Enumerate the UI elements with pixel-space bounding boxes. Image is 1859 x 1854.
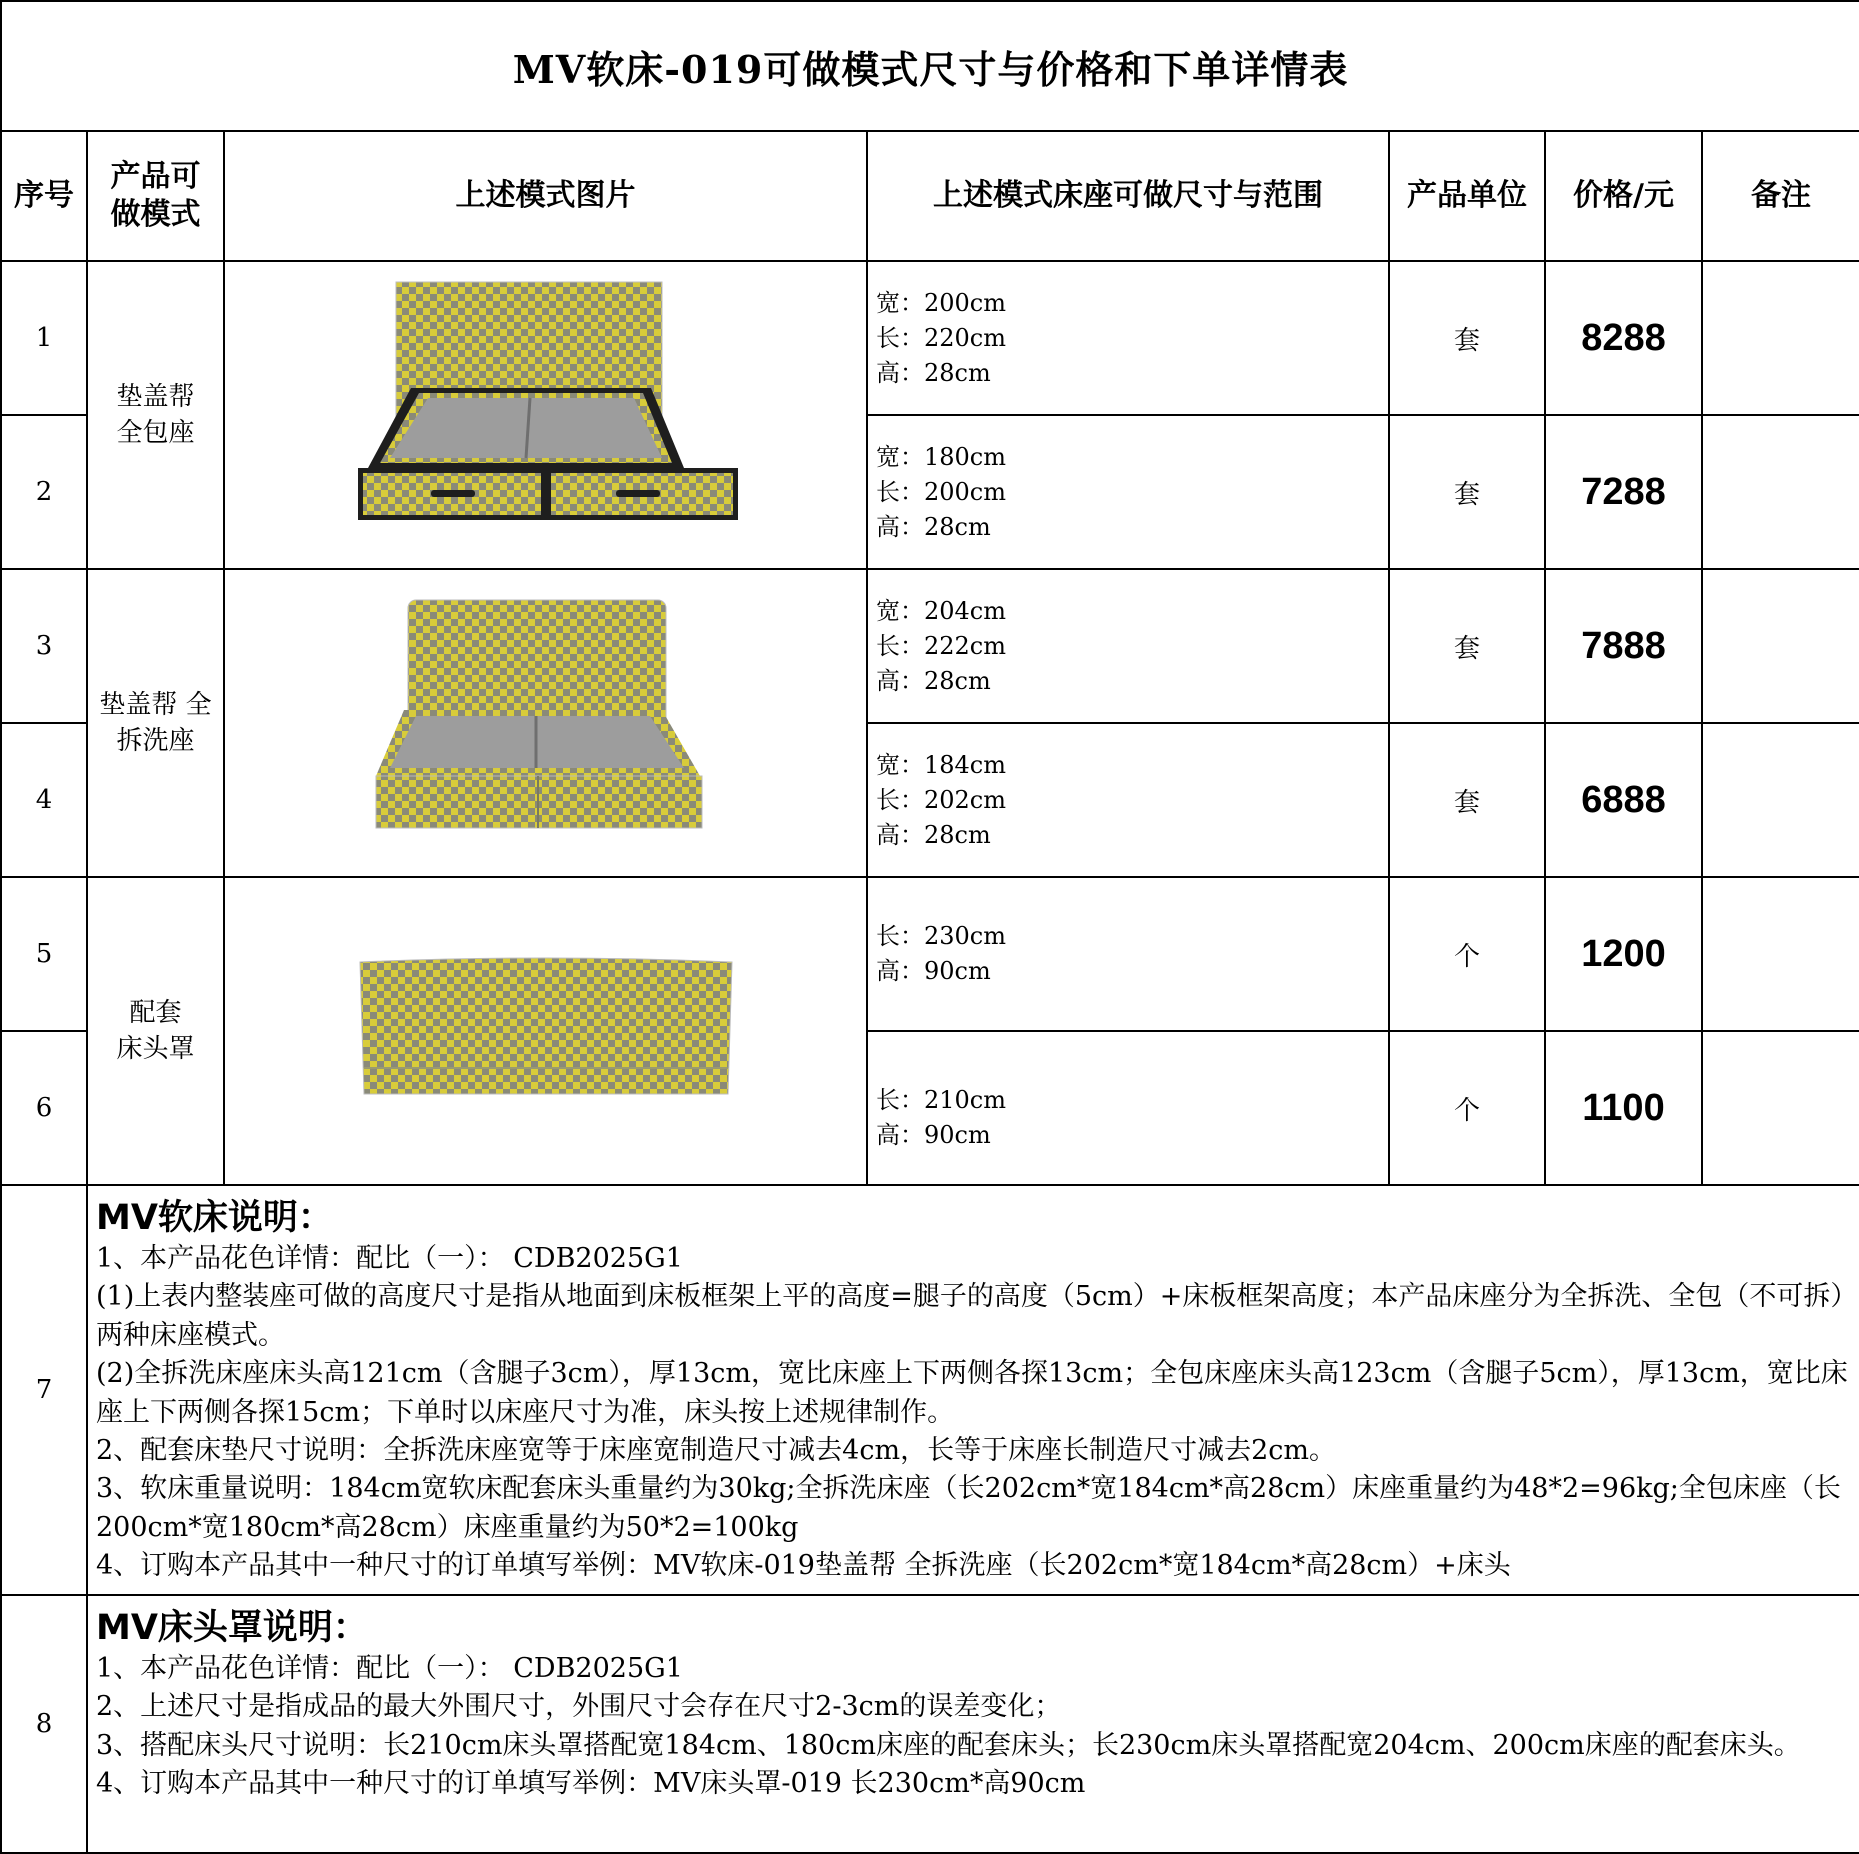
mode-label-line1: 垫盖帮 全 — [99, 690, 212, 720]
row-price: 8288 — [1545, 261, 1702, 415]
row-dims — [867, 877, 1389, 1031]
row-unit: 套 — [1389, 415, 1545, 569]
header-mode-line1: 产品可 — [110, 159, 201, 194]
table-row — [1, 569, 1859, 723]
dim-line: 宽：184cm — [876, 750, 1007, 779]
image-cell-removable — [224, 569, 867, 877]
image-cell-full-wrap — [224, 261, 867, 569]
table-row — [1, 261, 1859, 415]
row-remark — [1702, 415, 1859, 569]
row-seq: 2 — [1, 415, 87, 569]
row-unit: 个 — [1389, 877, 1545, 1031]
mode-label-line2: 全包座 — [116, 418, 195, 448]
mode-label-line1: 配套 — [129, 998, 182, 1028]
dim-line: 高：28cm — [876, 358, 991, 387]
dim-line: 高：28cm — [876, 820, 991, 849]
row-seq: 1 — [1, 261, 87, 415]
row-dims — [867, 723, 1389, 877]
row-remark — [1702, 877, 1859, 1031]
row-unit: 个 — [1389, 1031, 1545, 1185]
row-dims — [867, 415, 1389, 569]
dim-line: 长：222cm — [876, 631, 1007, 660]
cover-notes-title: MV床头罩说明： — [96, 1608, 368, 1648]
row-remark — [1702, 723, 1859, 877]
dim-line: 长：202cm — [876, 785, 1007, 814]
header-dims: 上述模式床座可做尺寸与范围 — [867, 131, 1389, 261]
page-title: MV软床-019可做模式尺寸与价格和下单详情表 — [1, 1, 1859, 131]
bed-notes-title: MV软床说明： — [96, 1198, 333, 1238]
row-seq: 6 — [1, 1031, 87, 1185]
mode-label-line2: 床头罩 — [116, 1034, 195, 1064]
dim-line: 长：210cm — [876, 1086, 1007, 1114]
header-seq: 序号 — [1, 131, 87, 261]
dim-line: 长：200cm — [876, 477, 1007, 506]
dim-line: 宽：200cm — [876, 288, 1007, 317]
note-line: 4、订购本产品其中一种尺寸的订单填写举例：MV软床-019垫盖帮 全拆洗座（长202cm*宽184cm*高28cm）+床头 — [96, 1550, 1511, 1582]
headboard-cover-icon — [356, 956, 736, 1106]
row-price: 6888 — [1545, 723, 1702, 877]
cover-notes — [87, 1595, 1859, 1853]
row-seq: 3 — [1, 569, 87, 723]
row-remark — [1702, 569, 1859, 723]
row-dims — [867, 261, 1389, 415]
row-price: 1200 — [1545, 877, 1702, 1031]
row-dims — [867, 569, 1389, 723]
image-cell-headboard-cover — [224, 877, 867, 1185]
mode-label-line2: 拆洗座 — [116, 726, 195, 756]
row-price: 7888 — [1545, 569, 1702, 723]
note-line: 1、本产品花色详情：配比（一）： CDB2025G1 — [96, 1243, 683, 1274]
note-line: (1)上表内整装座可做的高度尺寸是指从地面到床板框架上平的高度=腿子的高度（5cm）+床板框架高度；本产品床座分为全拆洗、全包（不可拆）两种床座模式。 — [96, 1281, 1844, 1351]
row-unit: 套 — [1389, 569, 1545, 723]
header-unit: 产品单位 — [1389, 131, 1545, 261]
header-price: 价格/元 — [1545, 131, 1702, 261]
bed-notes — [87, 1185, 1859, 1595]
dim-line: 长：230cm — [876, 922, 1007, 950]
mode-cell-removable — [87, 569, 224, 877]
note-line: 2、上述尺寸是指成品的最大外围尺寸，外围尺寸会存在尺寸2-3cm的误差变化； — [96, 1691, 1062, 1723]
row-seq: 5 — [1, 877, 87, 1031]
dim-line: 高：90cm — [876, 1121, 991, 1149]
mode-cell-full-wrap — [87, 261, 224, 569]
bed-removable-icon — [346, 598, 746, 848]
notes-row-cover — [1, 1595, 1859, 1853]
note-line: 3、软床重量说明：184cm宽软床配套床头重量约为30kg;全拆洗床座（长202cm*宽184cm*高28cm）床座重量约为48*2=96kg;全包床座（长200cm*宽180cm*高28cm）床座重量约为50*2=100kg — [96, 1473, 1841, 1543]
header-mode-line2: 做模式 — [110, 197, 201, 232]
header-remark: 备注 — [1702, 131, 1859, 261]
header-mode — [87, 131, 224, 261]
row-dims — [867, 1031, 1389, 1185]
row-unit: 套 — [1389, 261, 1545, 415]
row-unit: 套 — [1389, 723, 1545, 877]
bed-full-wrap-icon — [346, 280, 746, 550]
note-line: (2)全拆洗床座床头高121cm（含腿子3cm），厚13cm，宽比床座上下两侧各探13cm；全包床座床头高123cm（含腿子5cm），厚13cm，宽比床座上下两侧各探15cm；下单时以床座尺寸为准，床头按上述规律制作。 — [96, 1358, 1848, 1428]
mode-label-line1: 垫盖帮 — [116, 382, 195, 412]
dim-line: 高：28cm — [876, 512, 991, 541]
row-remark — [1702, 261, 1859, 415]
note-line: 2、配套床垫尺寸说明：全拆洗床座宽等于床座宽制造尺寸减去4cm，长等于床座长制造尺寸减去2cm。 — [96, 1435, 1336, 1467]
dim-line: 高：28cm — [876, 666, 991, 695]
row-seq: 8 — [1, 1595, 87, 1853]
header-image: 上述模式图片 — [224, 131, 867, 261]
row-remark — [1702, 1031, 1859, 1185]
note-line: 1、本产品花色详情：配比（一）： CDB2025G1 — [96, 1653, 683, 1684]
row-seq: 4 — [1, 723, 87, 877]
dim-line: 长：220cm — [876, 323, 1007, 352]
note-line: 4、订购本产品其中一种尺寸的订单填写举例：MV床头罩-019 长230cm*高90cm — [96, 1768, 1086, 1800]
table-row — [1, 877, 1859, 1031]
row-seq: 7 — [1, 1185, 87, 1595]
note-line: 3、搭配床头尺寸说明：长210cm床头罩搭配宽184cm、180cm床座的配套床头；长230cm床头罩搭配宽204cm、200cm床座的配套床头。 — [96, 1729, 1801, 1761]
notes-row-bed — [1, 1185, 1859, 1595]
dim-line: 宽：180cm — [876, 442, 1007, 471]
mode-cell-headboard-cover — [87, 877, 224, 1185]
dim-line: 高：90cm — [876, 957, 991, 985]
header-row — [1, 131, 1859, 261]
dim-line: 宽：204cm — [876, 596, 1007, 625]
row-price: 7288 — [1545, 415, 1702, 569]
row-price: 1100 — [1545, 1031, 1702, 1185]
